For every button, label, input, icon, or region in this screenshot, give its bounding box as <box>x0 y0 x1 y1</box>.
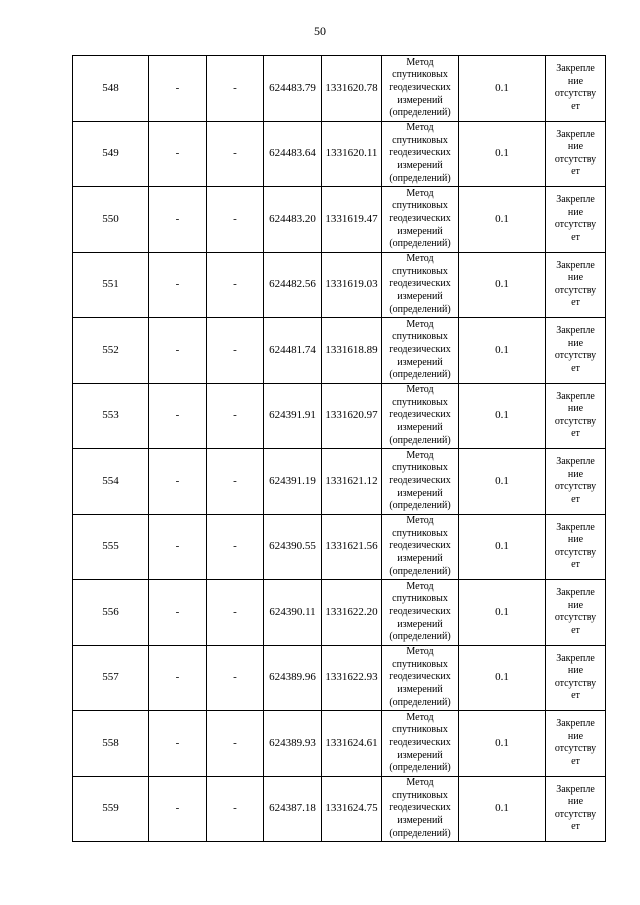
cell-text-line: измерений <box>397 225 443 237</box>
cell-text-line: Закрепле <box>556 456 595 468</box>
cell-text-line: Закрепле <box>556 521 595 533</box>
coordinates-table-body <box>73 56 606 842</box>
cell-text-line: ние <box>567 468 584 480</box>
cell-text-line: спутниковых <box>392 331 448 343</box>
method-cell <box>382 776 459 842</box>
cell-text-line: (определений) <box>389 369 451 381</box>
cell-text-line: отсутству <box>554 284 597 296</box>
cell-text-line: Метод <box>406 187 434 199</box>
cell-text-line: отсутству <box>554 481 597 493</box>
cell-text-line: геодезических <box>389 278 451 290</box>
x-coordinate-cell: 624389.93 <box>264 711 322 777</box>
table-row <box>73 580 606 646</box>
point-number-cell: 558 <box>73 711 149 777</box>
fixing-cell <box>546 776 606 842</box>
cell-text-line: (определений) <box>389 238 451 250</box>
cell-text-line: (определений) <box>389 107 451 119</box>
old-y-cell: - <box>207 121 264 187</box>
old-x-cell: - <box>149 252 207 318</box>
cell-text-line: Закрепле <box>556 652 595 664</box>
cell-text-line: ние <box>567 141 584 153</box>
cell-text-line: геодезических <box>389 671 451 683</box>
point-number-cell: 557 <box>73 645 149 711</box>
cell-text-line: спутниковых <box>392 134 448 146</box>
cell-text-line: Закрепле <box>556 390 595 402</box>
cell-text-line: (определений) <box>389 696 451 708</box>
y-coordinate-cell: 1331621.56 <box>322 514 382 580</box>
cell-text-line: Закрепле <box>556 194 595 206</box>
cell-text-line: Метод <box>406 646 434 658</box>
cell-text-line: Метод <box>406 122 434 134</box>
old-y-cell: - <box>207 187 264 253</box>
table-row <box>73 383 606 449</box>
fixing-cell <box>546 580 606 646</box>
cell-text-line: (определений) <box>389 827 451 839</box>
x-coordinate-cell: 624483.64 <box>264 121 322 187</box>
cell-text-line: ет <box>571 428 580 440</box>
old-x-cell: - <box>149 645 207 711</box>
x-coordinate-cell: 624387.18 <box>264 776 322 842</box>
cell-text-line: измерений <box>397 356 443 368</box>
cell-text-line: отсутству <box>554 808 597 820</box>
cell-text-line: отсутству <box>554 88 597 100</box>
cell-text-line: ние <box>567 599 584 611</box>
cell-text-line: спутниковых <box>392 396 448 408</box>
method-cell <box>382 56 459 122</box>
fixing-cell <box>546 514 606 580</box>
cell-text-line: измерений <box>397 684 443 696</box>
cell-text-line: Метод <box>406 449 434 461</box>
cell-text-line: ет <box>571 166 580 178</box>
accuracy-cell: 0.1 <box>459 449 546 515</box>
x-coordinate-cell: 624483.79 <box>264 56 322 122</box>
cell-text-line: ет <box>571 690 580 702</box>
cell-text-line: (определений) <box>389 500 451 512</box>
accuracy-cell: 0.1 <box>459 187 546 253</box>
table-row <box>73 121 606 187</box>
cell-text-line: ет <box>571 493 580 505</box>
cell-text-line: Метод <box>406 318 434 330</box>
old-x-cell: - <box>149 187 207 253</box>
method-cell <box>382 645 459 711</box>
fixing-cell <box>546 318 606 384</box>
cell-text-line: спутниковых <box>392 69 448 81</box>
cell-text-line: Метод <box>406 777 434 789</box>
cell-text-line: измерений <box>397 618 443 630</box>
y-coordinate-cell: 1331620.11 <box>322 121 382 187</box>
accuracy-cell: 0.1 <box>459 580 546 646</box>
accuracy-cell: 0.1 <box>459 121 546 187</box>
cell-text-line: геодезических <box>389 736 451 748</box>
x-coordinate-cell: 624483.20 <box>264 187 322 253</box>
x-coordinate-cell: 624391.91 <box>264 383 322 449</box>
y-coordinate-cell: 1331619.03 <box>322 252 382 318</box>
cell-text-line: измерений <box>397 160 443 172</box>
old-x-cell: - <box>149 56 207 122</box>
cell-text-line: отсутству <box>554 743 597 755</box>
cell-text-line: Закрепле <box>556 259 595 271</box>
cell-text-line: ние <box>567 665 584 677</box>
cell-text-line: Закрепле <box>556 718 595 730</box>
old-y-cell: - <box>207 383 264 449</box>
cell-text-line: ет <box>571 559 580 571</box>
y-coordinate-cell: 1331624.75 <box>322 776 382 842</box>
cell-text-line: ет <box>571 231 580 243</box>
cell-text-line: измерений <box>397 815 443 827</box>
accuracy-cell: 0.1 <box>459 56 546 122</box>
cell-text-line: спутниковых <box>392 593 448 605</box>
table-row <box>73 56 606 122</box>
cell-text-line: измерений <box>397 422 443 434</box>
cell-text-line: спутниковых <box>392 200 448 212</box>
cell-text-line: спутниковых <box>392 265 448 277</box>
y-coordinate-cell: 1331619.47 <box>322 187 382 253</box>
table-row <box>73 318 606 384</box>
cell-text-line: отсутству <box>554 612 597 624</box>
fixing-cell <box>546 56 606 122</box>
method-cell <box>382 711 459 777</box>
cell-text-line: Метод <box>406 580 434 592</box>
cell-text-line: Закрепле <box>556 783 595 795</box>
old-y-cell: - <box>207 56 264 122</box>
cell-text-line: ет <box>571 821 580 833</box>
x-coordinate-cell: 624390.55 <box>264 514 322 580</box>
cell-text-line: измерений <box>397 94 443 106</box>
cell-text-line: отсутству <box>554 350 597 362</box>
point-number-cell: 554 <box>73 449 149 515</box>
x-coordinate-cell: 624389.96 <box>264 645 322 711</box>
cell-text-line: ет <box>571 297 580 309</box>
old-y-cell: - <box>207 252 264 318</box>
cell-text-line: ние <box>567 337 584 349</box>
point-number-cell: 552 <box>73 318 149 384</box>
cell-text-line: (определений) <box>389 434 451 446</box>
x-coordinate-cell: 624481.74 <box>264 318 322 384</box>
table-row <box>73 252 606 318</box>
point-number-cell: 549 <box>73 121 149 187</box>
cell-text-line: ние <box>567 206 584 218</box>
cell-text-line: (определений) <box>389 565 451 577</box>
fixing-cell <box>546 187 606 253</box>
old-x-cell: - <box>149 121 207 187</box>
cell-text-line: Метод <box>406 253 434 265</box>
cell-text-line: (определений) <box>389 762 451 774</box>
cell-text-line: ние <box>567 403 584 415</box>
cell-text-line: (определений) <box>389 303 451 315</box>
cell-text-line: ет <box>571 624 580 636</box>
point-number-cell: 556 <box>73 580 149 646</box>
cell-text-line: спутниковых <box>392 789 448 801</box>
old-x-cell: - <box>149 711 207 777</box>
old-x-cell: - <box>149 449 207 515</box>
page-number: 50 <box>314 24 326 38</box>
y-coordinate-cell: 1331618.89 <box>322 318 382 384</box>
cell-text-line: Метод <box>406 515 434 527</box>
y-coordinate-cell: 1331622.20 <box>322 580 382 646</box>
method-cell <box>382 121 459 187</box>
point-number-cell: 550 <box>73 187 149 253</box>
y-coordinate-cell: 1331620.97 <box>322 383 382 449</box>
coordinates-table <box>72 55 606 842</box>
accuracy-cell: 0.1 <box>459 318 546 384</box>
point-number-cell: 559 <box>73 776 149 842</box>
cell-text-line: измерений <box>397 553 443 565</box>
table-row <box>73 449 606 515</box>
old-x-cell: - <box>149 580 207 646</box>
cell-text-line: отсутству <box>554 153 597 165</box>
cell-text-line: отсутству <box>554 415 597 427</box>
method-cell <box>382 187 459 253</box>
fixing-cell <box>546 449 606 515</box>
cell-text-line: геодезических <box>389 147 451 159</box>
y-coordinate-cell: 1331620.78 <box>322 56 382 122</box>
cell-text-line: геодезических <box>389 540 451 552</box>
x-coordinate-cell: 624390.11 <box>264 580 322 646</box>
cell-text-line: ние <box>567 272 584 284</box>
cell-text-line: спутниковых <box>392 658 448 670</box>
cell-text-line: геодезических <box>389 474 451 486</box>
point-number-cell: 548 <box>73 56 149 122</box>
cell-text-line: измерений <box>397 749 443 761</box>
cell-text-line: Закрепле <box>556 587 595 599</box>
fixing-cell <box>546 121 606 187</box>
fixing-cell <box>546 711 606 777</box>
cell-text-line: геодезических <box>389 212 451 224</box>
cell-text-line: (определений) <box>389 631 451 643</box>
old-y-cell: - <box>207 514 264 580</box>
old-y-cell: - <box>207 449 264 515</box>
accuracy-cell: 0.1 <box>459 645 546 711</box>
cell-text-line: геодезических <box>389 802 451 814</box>
y-coordinate-cell: 1331622.93 <box>322 645 382 711</box>
accuracy-cell: 0.1 <box>459 383 546 449</box>
method-cell <box>382 383 459 449</box>
accuracy-cell: 0.1 <box>459 252 546 318</box>
table-row <box>73 187 606 253</box>
cell-text-line: (определений) <box>389 172 451 184</box>
cell-text-line: ние <box>567 75 584 87</box>
old-y-cell: - <box>207 645 264 711</box>
accuracy-cell: 0.1 <box>459 776 546 842</box>
cell-text-line: Закрепле <box>556 325 595 337</box>
cell-text-line: отсутству <box>554 546 597 558</box>
cell-text-line: ние <box>567 730 584 742</box>
cell-text-line: спутниковых <box>392 724 448 736</box>
fixing-cell <box>546 645 606 711</box>
cell-text-line: ние <box>567 534 584 546</box>
cell-text-line: геодезических <box>389 409 451 421</box>
x-coordinate-cell: 624482.56 <box>264 252 322 318</box>
method-cell <box>382 252 459 318</box>
y-coordinate-cell: 1331621.12 <box>322 449 382 515</box>
old-x-cell: - <box>149 776 207 842</box>
cell-text-line: ет <box>571 755 580 767</box>
point-number-cell: 553 <box>73 383 149 449</box>
accuracy-cell: 0.1 <box>459 711 546 777</box>
cell-text-line: Метод <box>406 384 434 396</box>
accuracy-cell: 0.1 <box>459 514 546 580</box>
cell-text-line: спутниковых <box>392 527 448 539</box>
cell-text-line: Метод <box>406 711 434 723</box>
method-cell <box>382 449 459 515</box>
cell-text-line: измерений <box>397 487 443 499</box>
cell-text-line: спутниковых <box>392 462 448 474</box>
cell-text-line: Закрепле <box>556 63 595 75</box>
table-row <box>73 645 606 711</box>
fixing-cell <box>546 252 606 318</box>
old-y-cell: - <box>207 776 264 842</box>
cell-text-line: Метод <box>406 56 434 68</box>
table-row <box>73 711 606 777</box>
old-x-cell: - <box>149 514 207 580</box>
x-coordinate-cell: 624391.19 <box>264 449 322 515</box>
table-row <box>73 776 606 842</box>
old-y-cell: - <box>207 318 264 384</box>
point-number-cell: 555 <box>73 514 149 580</box>
y-coordinate-cell: 1331624.61 <box>322 711 382 777</box>
cell-text-line: ние <box>567 796 584 808</box>
cell-text-line: отсутству <box>554 219 597 231</box>
point-number-cell: 551 <box>73 252 149 318</box>
method-cell <box>382 580 459 646</box>
cell-text-line: отсутству <box>554 677 597 689</box>
method-cell <box>382 318 459 384</box>
old-y-cell: - <box>207 711 264 777</box>
cell-text-line: ет <box>571 100 580 112</box>
old-y-cell: - <box>207 580 264 646</box>
cell-text-line: Закрепле <box>556 128 595 140</box>
fixing-cell <box>546 383 606 449</box>
cell-text-line: геодезических <box>389 81 451 93</box>
cell-text-line: измерений <box>397 291 443 303</box>
cell-text-line: геодезических <box>389 343 451 355</box>
table-row <box>73 514 606 580</box>
old-x-cell: - <box>149 318 207 384</box>
method-cell <box>382 514 459 580</box>
old-x-cell: - <box>149 383 207 449</box>
cell-text-line: ет <box>571 362 580 374</box>
cell-text-line: геодезических <box>389 605 451 617</box>
